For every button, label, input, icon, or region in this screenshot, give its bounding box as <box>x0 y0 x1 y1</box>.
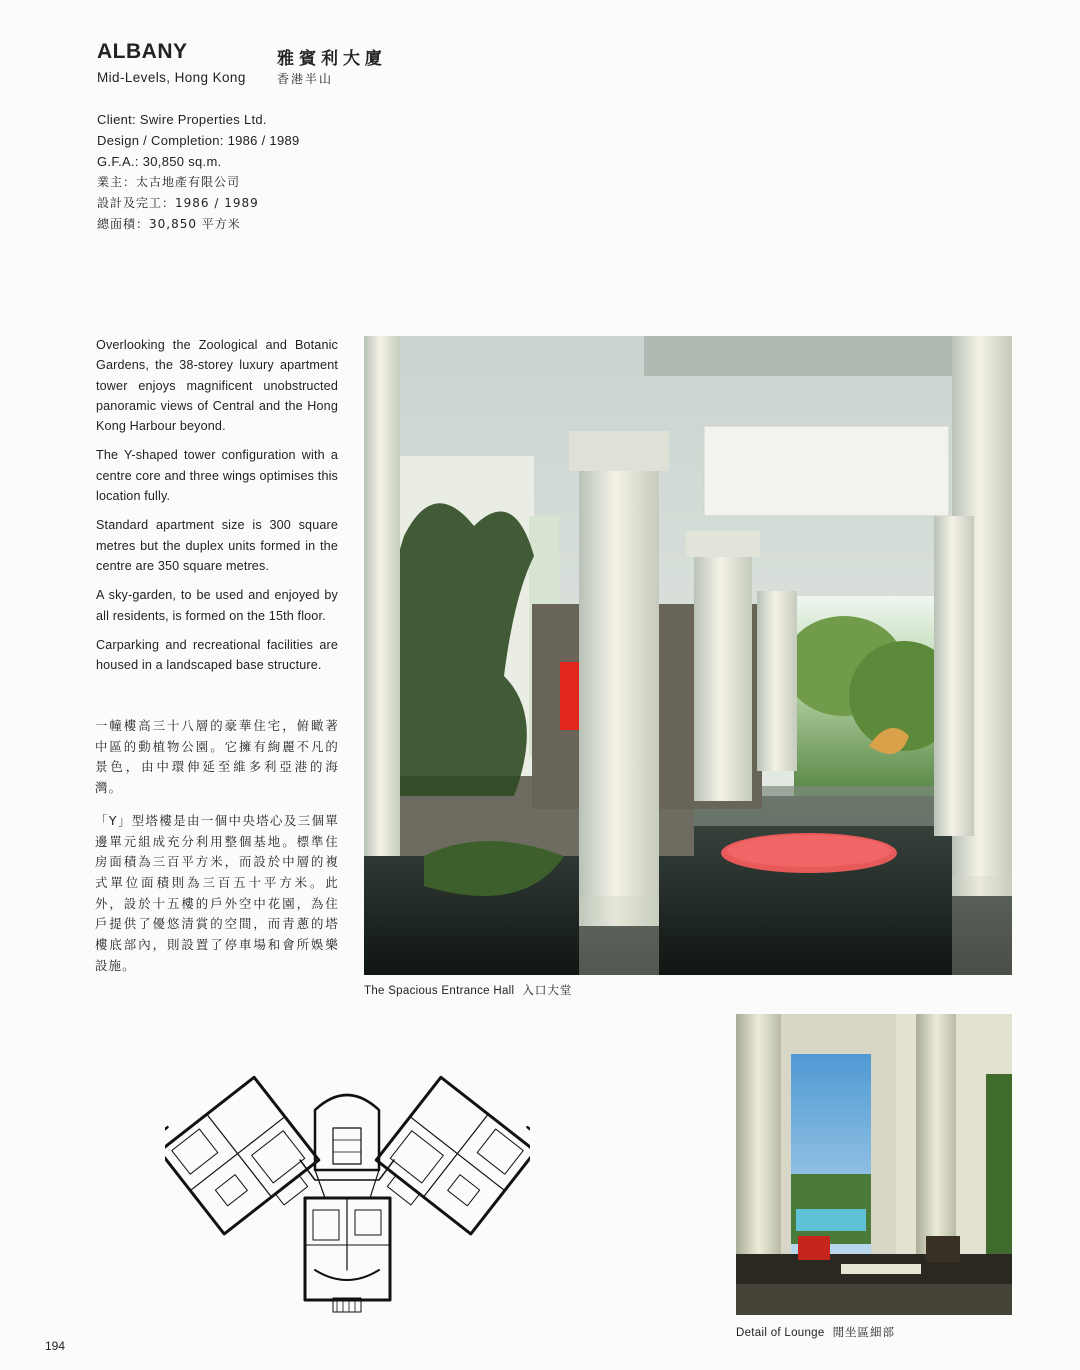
lounge-photo <box>736 1014 1012 1315</box>
floor-plan-drawing <box>165 1040 530 1320</box>
project-title: ALBANY <box>97 40 188 63</box>
description-chinese <box>95 716 339 988</box>
entrance-hall-photo <box>364 336 1012 975</box>
lounge-caption <box>736 1324 895 1340</box>
fact-client: Client: Swire Properties Ltd. <box>97 112 267 127</box>
paragraph: The Y-shaped tower configuration with a centre core and three wings optimises this location fully. <box>96 448 338 504</box>
location: Mid-Levels, Hong Kong <box>97 70 246 85</box>
location-chinese: 香港半山 <box>277 72 334 86</box>
caption-chinese: 入口大堂 <box>522 983 573 997</box>
page-number: 194 <box>45 1339 66 1353</box>
description-english <box>96 335 338 684</box>
paragraph: A sky-garden, to be used and enjoyed by all residents, is formed on the 15th floor. <box>96 588 338 623</box>
fact-design-completion: Design / Completion: 1986 / 1989 <box>97 132 300 148</box>
caption-english: The Spacious Entrance Hall <box>364 985 515 997</box>
paragraph: 「Y」型塔樓是由一個中央塔心及三個單邊單元組成充分利用整個基地。標準住房面積為三百平方米，而設於中層的複式單位面積則為三百五十平方米。此外，設於十五樓的戶外空中花園，為住戶提供了優悠清賞的空間，而青蔥的塔樓底部內，則設置了停車場和會所娛樂設施。 <box>95 812 339 973</box>
fact-gfa: G.F.A.: 30,850 sq.m. <box>97 153 222 169</box>
paragraph: 一幢樓高三十八層的豪華住宅，俯瞰著中區的動植物公園。它擁有絢麗不凡的景色，由中環伸延至維多利亞港的海灣。 <box>95 718 339 796</box>
project-title-chinese: 雅賓利大廈 <box>277 49 387 69</box>
paragraph: Overlooking the Zoological and Botanic Gardens, the 38-storey luxury apartment tower enjoys magnificent unobstructed panoramic views of Central and the Hong Kong Harbour beyond. <box>96 338 338 434</box>
fact-design-completion-chinese: 設計及完工：1986 / 1989 <box>97 196 259 211</box>
fact-client-chinese: 業主：太古地產有限公司 <box>97 175 241 190</box>
paragraph: Standard apartment size is 300 square metres but the duplex units formed in the centre are 350 square metres. <box>96 518 338 573</box>
project-facts <box>97 110 300 235</box>
caption-english: Detail of Lounge <box>736 1327 825 1339</box>
caption-chinese: 閒坐區細部 <box>832 1325 896 1339</box>
entrance-hall-caption <box>364 982 572 998</box>
paragraph: Carparking and recreational facilities are housed in a landscaped base structure. <box>96 637 338 673</box>
fact-gfa-chinese: 總面積：30,850 平方米 <box>97 216 241 231</box>
